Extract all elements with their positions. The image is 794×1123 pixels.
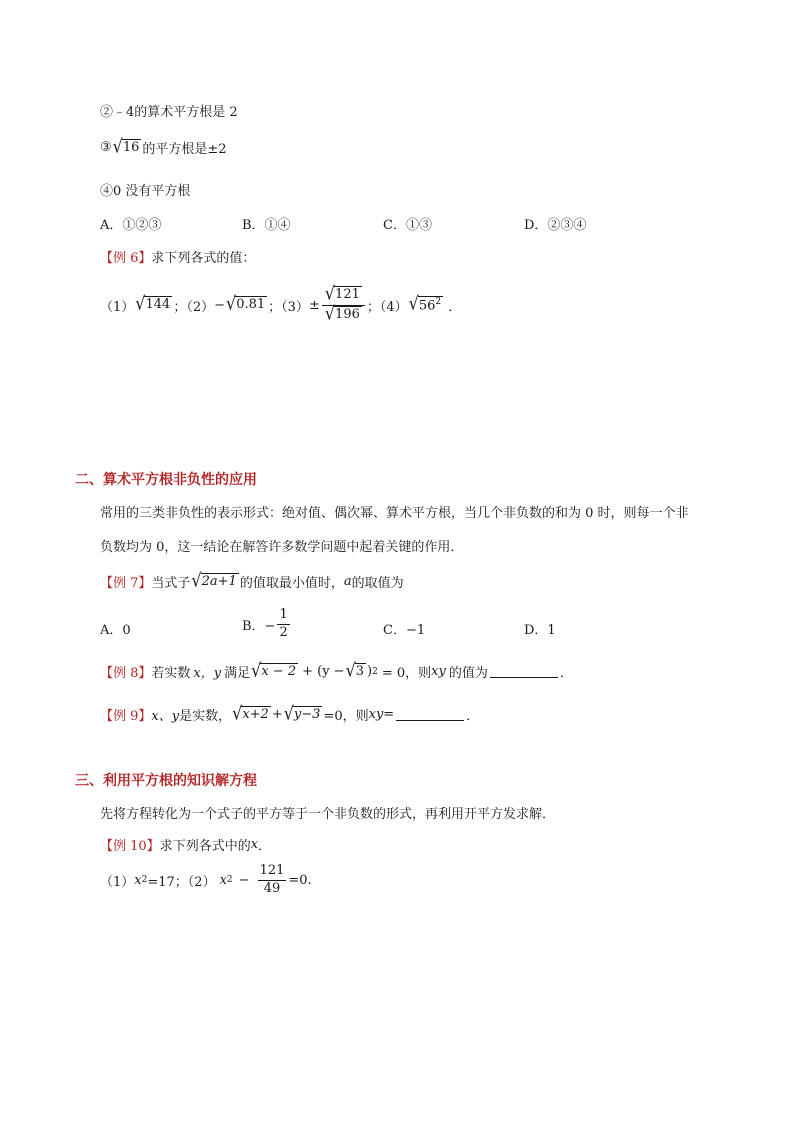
- ex6-part-2-label: ；（2）: [173, 299, 215, 315]
- example-8: [100, 658, 573, 681]
- example-9: [100, 701, 480, 724]
- example-9-end: ．: [466, 709, 480, 724]
- variable-x: x: [250, 837, 259, 852]
- ex7-option-c: C．−1: [383, 623, 426, 638]
- plus-sign: +: [271, 707, 283, 722]
- section-2-title: 二、算术平方根非负性的应用: [75, 472, 257, 488]
- ex6-end: ．: [448, 299, 462, 315]
- section-3-title: 三、利用平方根的知识解方程: [75, 773, 257, 789]
- example-8-plus: + (y −: [302, 664, 345, 679]
- ex7-option-a: A．0: [100, 623, 131, 638]
- sqrt-0-81: √ 0.81: [226, 292, 266, 315]
- variable-a: a: [343, 574, 352, 589]
- statement-4: [100, 180, 190, 199]
- example-8-end: ．: [559, 666, 573, 681]
- option-a: A．①②③: [100, 218, 162, 233]
- section-3-para: [100, 803, 555, 822]
- sqrt-x-minus-2: √ x − 2: [251, 658, 297, 681]
- example-6-expressions: [100, 282, 462, 325]
- example-8-tag: 【例 8】: [100, 666, 152, 681]
- section-2-heading: [75, 469, 257, 489]
- variables-xy: x，y: [193, 666, 222, 681]
- fraction-121-49: $\frac{121}{49}$: [259, 863, 285, 896]
- example-7-post2: 的取值为: [351, 576, 404, 591]
- example-7: [100, 568, 404, 591]
- example-10-expressions: [100, 863, 312, 898]
- exponent-2: 2: [372, 666, 378, 677]
- minus-sign-10: −: [238, 872, 250, 888]
- variables-x-y: x、y: [151, 709, 180, 724]
- minus-sign: −: [214, 297, 225, 313]
- ex6-part-3-label: ；（3）: [268, 299, 309, 315]
- section-2-para-2: [100, 536, 463, 555]
- example-6-text: 求下列各式的值：: [151, 251, 256, 266]
- example-7-tag: 【例 7】: [100, 576, 152, 591]
- example-8-pre: 若实数: [151, 666, 191, 681]
- sqrt-56-squared: √ $56^2$: [408, 292, 442, 314]
- ex10-eq-1: =17；（2）: [147, 874, 216, 890]
- example-6-tag: 【例 6】: [100, 251, 152, 266]
- section-2-text-2: 负数均为 0，这一结论在解答许多数学问题中起着关键的作用．: [100, 540, 464, 555]
- sqrt-3: √ 3: [345, 658, 365, 681]
- example-8-mid: 满足: [224, 666, 251, 681]
- statement-2-text: ②﹣4的算术平方根是 2: [100, 105, 238, 120]
- ex7-option-d: D．1: [524, 623, 556, 638]
- exponent-2b: 2: [226, 875, 233, 886]
- example-7-pre: 当式子: [151, 576, 191, 591]
- statement-4-text: ④0 没有平方根: [100, 184, 191, 199]
- example-8-eq: = 0，则: [381, 666, 432, 681]
- example-9-eq: =0，则: [323, 709, 369, 724]
- example-10-text: 求下列各式中的: [159, 839, 251, 854]
- example-10: [100, 835, 271, 854]
- section-2-text-1: 常用的三类非负性的表示形式：绝对值、偶次幂、算术平方根，当几个非负数的和为 0 时，则每一个非: [100, 506, 689, 521]
- section-3-text: 先将方程转化为一个式子的平方等于一个非负数的形式，再利用开平方发求解．: [100, 807, 556, 822]
- fraction-121-196: √ 121 √ 196: [322, 286, 365, 325]
- ex10-part-1-label: （1）: [100, 874, 135, 890]
- example-9-tag: 【例 9】: [100, 709, 152, 724]
- exponent-1: 2: [141, 875, 148, 886]
- ex7-option-b: B．− $\frac{1}{2}$: [242, 607, 288, 640]
- x-var-2: x: [219, 872, 227, 888]
- statement-2: [100, 101, 238, 120]
- section-2-para-1: [100, 502, 689, 521]
- statement-3: [100, 134, 227, 157]
- ex10-eq-2: =0.: [288, 872, 312, 888]
- example-10-tag: 【例 10】: [100, 839, 160, 854]
- example-9-pre: 是实数，: [179, 709, 232, 724]
- product-xy-9: xy: [368, 707, 384, 722]
- sqrt-2a-plus-1: √ 2a+1: [191, 568, 237, 591]
- option-b: B．①④: [242, 218, 291, 233]
- product-xy: xy: [431, 664, 446, 679]
- example-6: [100, 247, 255, 266]
- section-3-heading: [75, 770, 257, 790]
- option-c: C．①③: [383, 218, 432, 233]
- answer-blank-9[interactable]: [396, 708, 464, 721]
- example-10-end: ．: [258, 839, 272, 854]
- statement-3-suffix: 的平方根是±2: [142, 142, 227, 157]
- sqrt-x-plus-2: √ x+2: [232, 701, 269, 724]
- ex6-part-4-label: ；（4）: [366, 299, 408, 315]
- x-var-1: x: [134, 872, 142, 888]
- example-9-eq2: =: [383, 707, 395, 722]
- statement-3-prefix: ③: [100, 140, 112, 155]
- sqrt-16: √ 16: [112, 134, 140, 157]
- close-paren: ): [367, 664, 373, 679]
- sqrt-144: √ 144: [135, 292, 171, 315]
- answer-blank-8[interactable]: [490, 665, 558, 678]
- example-8-post: 的值为: [448, 666, 488, 681]
- plus-minus-sign: ±: [308, 297, 320, 313]
- option-d: D．②③④: [524, 218, 587, 233]
- sqrt-y-minus-3: √ y−3: [283, 701, 321, 724]
- ex6-part-1-label: （1）: [100, 299, 135, 315]
- example-7-post: 的值取最小值时，: [239, 576, 344, 591]
